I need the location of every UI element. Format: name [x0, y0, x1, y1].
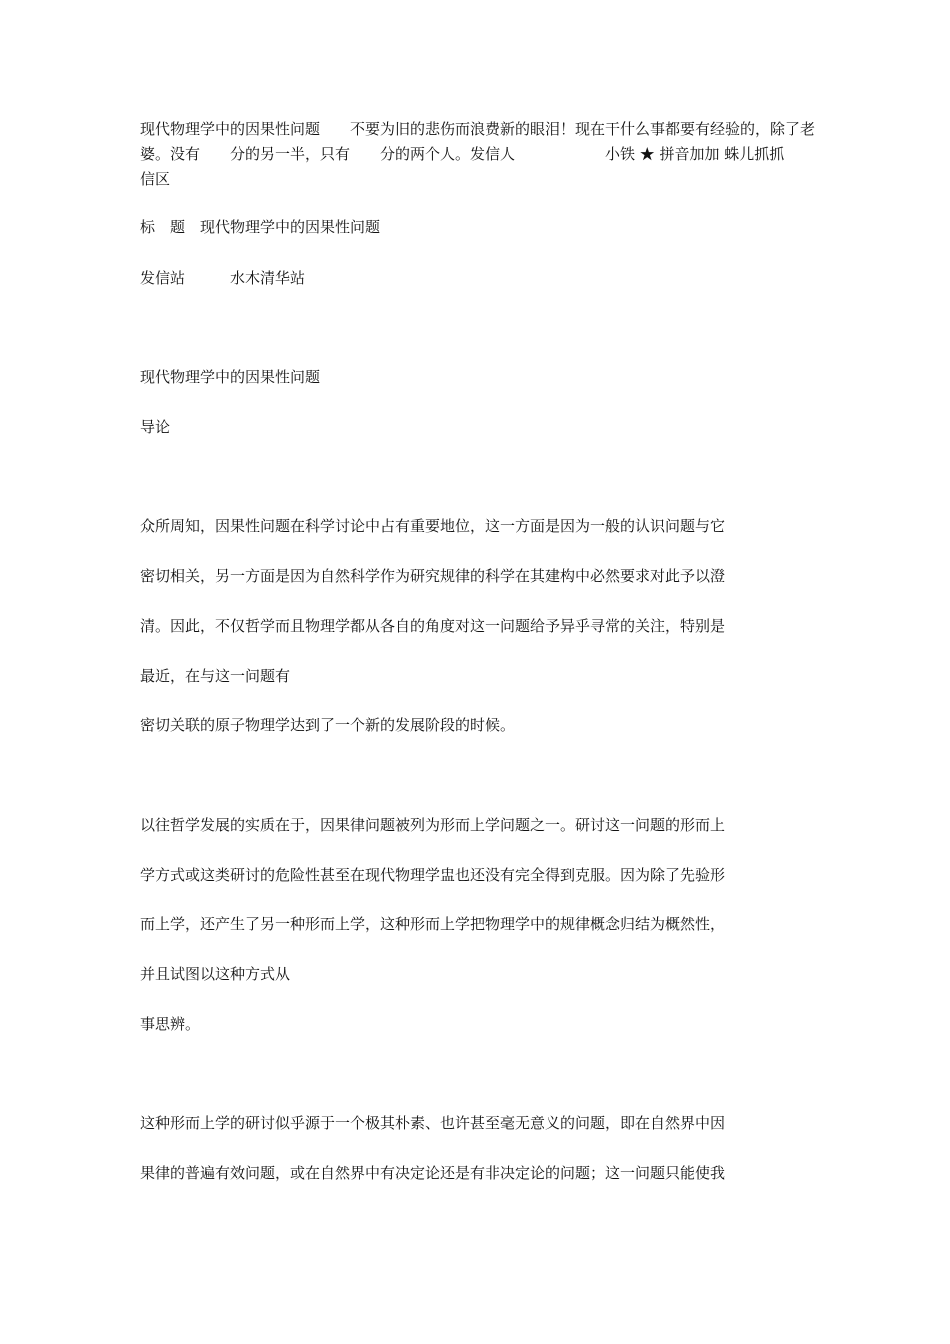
paragraph-line: 最近，在与这一问题有	[140, 667, 291, 685]
station-meta-line: 发信站 水木清华站	[140, 269, 306, 287]
paragraph-line: 这种形而上学的研讨似乎源于一个极其朴素、也许甚至毫无意义的问题，即在自然界中因	[140, 1114, 726, 1132]
paragraph-line: 密切关联的原子物理学达到了一个新的发展阶段的时候。	[140, 716, 516, 734]
paragraph-line: 众所周知，因果性问题在科学讨论中占有重要地位，这一方面是因为一般的认识问题与它	[140, 517, 726, 535]
document-title: 现代物理学中的因果性问题	[140, 368, 321, 386]
title-meta-line: 标 题 现代物理学中的因果性问题	[140, 218, 381, 236]
paragraph-line: 果律的普遍有效问题，或在自然界中有决定论还是有非决定论的问题；这一问题只能使我	[140, 1164, 726, 1182]
section-heading: 导论	[140, 418, 171, 436]
header-text: 现代物理学中的因果性问题 不要为旧的悲伤而浪费新的眼泪！现在干什么事都要有经验的，除了老婆。没有 分的另一半，只有 分的两个人。发信人 小铁 ★ 拼音加加 蛛儿抓抓 信区	[140, 120, 816, 188]
paragraph-line: 以往哲学发展的实质在于，因果律问题被列为形而上学问题之一。研讨这一问题的形而上	[140, 816, 726, 834]
paragraph-line: 并且试图以这种方式从	[140, 965, 291, 983]
paragraph-line: 事思辨。	[140, 1015, 201, 1033]
paragraph-line: 学方式或这类研讨的危险性甚至在现代物理学盅也还没有完全得到克服。因为除了先验形	[140, 866, 726, 884]
paragraph-line: 而上学，还产生了另一种形而上学，这种形而上学把物理学中的规律概念归结为概然性，	[140, 915, 726, 933]
paragraph-line: 清。因此，不仅哲学而且物理学都从各自的角度对这一问题给予异乎寻常的关注，特别是	[140, 617, 726, 635]
paragraph-line: 密切相关，另一方面是因为自然科学作为研究规律的科学在其建构中必然要求对此予以澄	[140, 567, 726, 585]
